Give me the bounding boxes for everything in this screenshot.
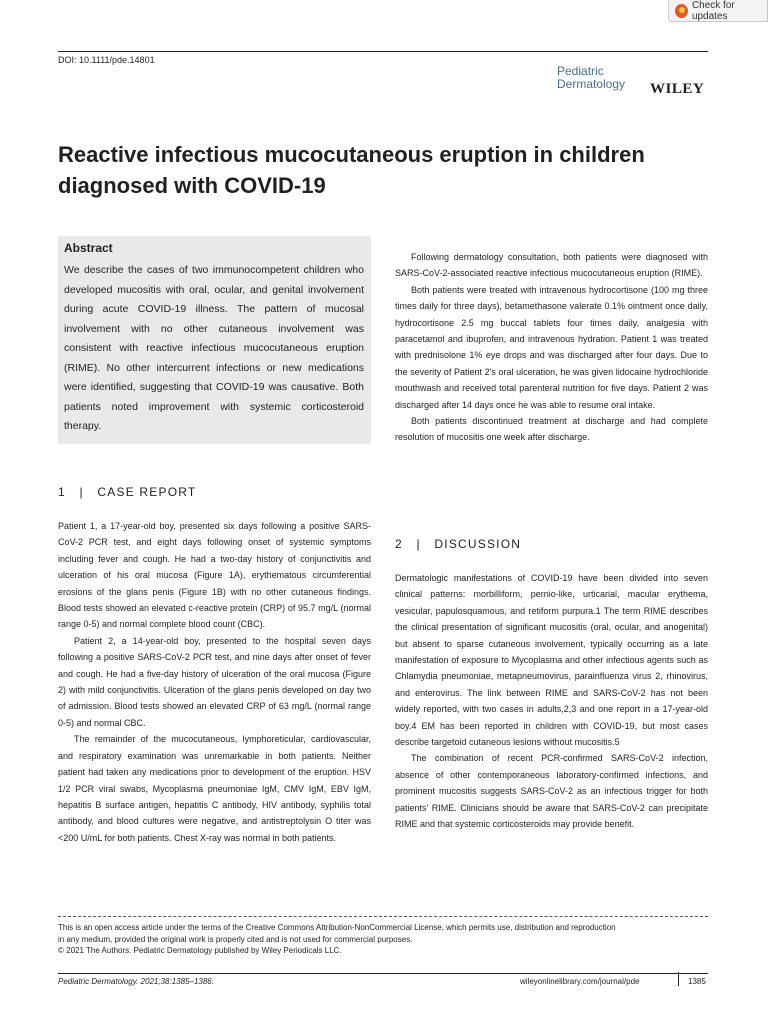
discussion-body bbox=[395, 570, 708, 833]
paragraph: The remainder of the mucocutaneous, lymphoreticular, cardiovascular, and respiratory examination was unremarkable in both patients. Neither patient had taken any medications prior to development of the eruption. HSV 1/2 PCR viral swabs, Mycoplasma pneumoniae IgM, CMV IgM, EBV IgM, hepatitis B surface antigen, hepatitis C antibody, HIV antibody, syphilis total antibody, and blood cultures were negative, and antistreptolysin O titer was <200 U/mL for both patients. Chest X-ray was normal in both patients. bbox=[58, 734, 371, 843]
journal-name bbox=[557, 65, 625, 91]
section-divider: | bbox=[70, 485, 93, 499]
section-title: CASE REPORT bbox=[97, 485, 197, 499]
paragraph: The combination of recent PCR-confirmed SARS-CoV-2 infection, absence of other contemporaneous laboratory-confirmed infections, and prominent mucositis suggests SARS-CoV-2 as an infectious trigger for both patients' RIME. Clinicians should be aware that SARS-CoV-2 can precipitate RIME and that systemic corticosteroids may provide benefit. bbox=[395, 753, 708, 830]
update-icon bbox=[675, 4, 688, 18]
paragraph: Both patients were treated with intravenous hydrocortisone (100 mg three times daily for three days), betamethasone valerate 0.1% ointment once daily, hydrocortisone 2.5 mg buccal tablets four times daily, analgesia with paracetamol and ibuprofen, and intravenous hydration. Patient 1 was treated with prednisolone 1% eye drops and was discharged after four days. Due to the severity of Patient 2's oral ulceration, he was given lidocaine hydrochloride mouthwash and received total parenteral nutrition for five days. Patient 2 was discharged after 14 days once he was able to resume oral intake. bbox=[395, 284, 708, 410]
journal-name-line2: Dermatology bbox=[557, 77, 626, 91]
license-line1: This is an open access article under the terms of the Creative Commons Attribution-NonCommercial License, which permits use, distribution and reproduction bbox=[58, 923, 616, 932]
paragraph: Patient 2, a 14-year-old boy, presented to the hospital seven days following a positive SARS-CoV-2 PCR test, and nine days after onset of fever and cough. He had a five-day history of ulceration of the oral mucosa (Figure 2) with mild conjunctivitis. Ulceration of the glans penis developed on day two of admission. Blood tests showed an elevated CRP of 63 mg/L (normal range 0-5) and normal CBC. bbox=[58, 635, 371, 728]
footnote-rule bbox=[58, 916, 708, 917]
footer-citation: Pediatric Dermatology. 2021;38:1385–1386. bbox=[58, 977, 214, 986]
license-line2: in any medium, provided the original work is properly cited and is not used for commercial purposes. bbox=[58, 934, 413, 944]
section-number: 2 bbox=[395, 537, 403, 551]
article-title-line1: Reactive infectious mucocutaneous eruption in children bbox=[58, 142, 645, 167]
page-number: 1385 bbox=[688, 977, 706, 986]
section-title: DISCUSSION bbox=[434, 537, 522, 551]
paragraph: Patient 1, a 17-year-old boy, presented six days following a positive SARS-CoV-2 PCR test, and eight days following onset of systemic symptoms including fever and cough. He had a two-day history of conjunctivitis and ulceration of his oral mucosa (Figure 1A), erythematous circumferential erosions of the glans penis (Figure 1B) with no other cutaneous findings. Blood tests showed an elevated c-reactive protein (CRP) of 95.7 mg/L (normal range 0-5) and normal complete blood count (CBC). bbox=[58, 521, 371, 630]
abstract-text: We describe the cases of two immunocompetent children who developed mucositis with oral, ocular, and genital involvement during acute COVID-19 illness. The pattern of mucosal involvement with no other cutaneous involvement was consistent with reactive infectious mucocutaneous eruption (RIME). No other intercurrent infections or new medications were identified, suggesting that COVID-19 was causative. Both patients noted improvement with systemic corticosteroid therapy. bbox=[64, 264, 364, 432]
page-separator bbox=[678, 972, 679, 986]
check-for-updates-button[interactable] bbox=[668, 0, 768, 22]
case-report-body bbox=[58, 518, 371, 846]
doi: DOI: 10.1111/pde.14801 bbox=[58, 55, 155, 65]
top-rule bbox=[58, 51, 708, 52]
copyright-line: © 2021 The Authors. Pediatric Dermatology published by Wiley Periodicals LLC. bbox=[58, 946, 342, 955]
abstract-heading: Abstract bbox=[64, 241, 113, 255]
section-heading-case-report bbox=[58, 485, 196, 499]
footer-url[interactable]: wileyonlinelibrary.com/journal/pde bbox=[520, 977, 640, 986]
license-footnote bbox=[58, 922, 708, 957]
publisher-logo: WILEY bbox=[650, 81, 705, 97]
paragraph: Following dermatology consultation, both patients were diagnosed with SARS-CoV-2-associated reactive infectious mucocutaneous eruption (RIME). bbox=[395, 252, 708, 279]
paragraph: Dermatologic manifestations of COVID-19 have been divided into seven clinical patterns: morbilliform, pernio-like, urticarial, macular erythema, vesicular, papulosquamous, and retiform purpura.1 The term RIME describes the clinical presentation of significant mucositis (oral, ocular, and anogenital) but absent to sparse cutaneous involvement, typically occurring as a late manifestation of exposure to Mycoplasma and other infectious agents such as Chlamydia pneumoniae, metapneumovirus, parainfluenza virus 2, rhinovirus, and enterovirus. The link between RIME and SARS-CoV-2 has not been widely reported, with two cases in adults,2,3 and one report in a 17-year-old boy.4 EM has been reported in children with COVID-19, but most cases describe targetoid cutaneous lesions without mucositis.5 bbox=[395, 573, 708, 748]
section-divider: | bbox=[407, 537, 430, 551]
paragraph: Both patients discontinued treatment at discharge and had complete resolution of mucositis one week after discharge. bbox=[395, 416, 708, 443]
article-title-line2: diagnosed with COVID-19 bbox=[58, 173, 326, 198]
journal-name-line1: Pediatric bbox=[557, 64, 604, 78]
treatment-body bbox=[395, 249, 708, 446]
check-for-updates-label: Check for updates bbox=[691, 0, 735, 22]
article-title bbox=[58, 139, 698, 201]
section-number: 1 bbox=[58, 485, 66, 499]
section-heading-discussion bbox=[395, 537, 521, 551]
footer-rule bbox=[58, 973, 708, 974]
